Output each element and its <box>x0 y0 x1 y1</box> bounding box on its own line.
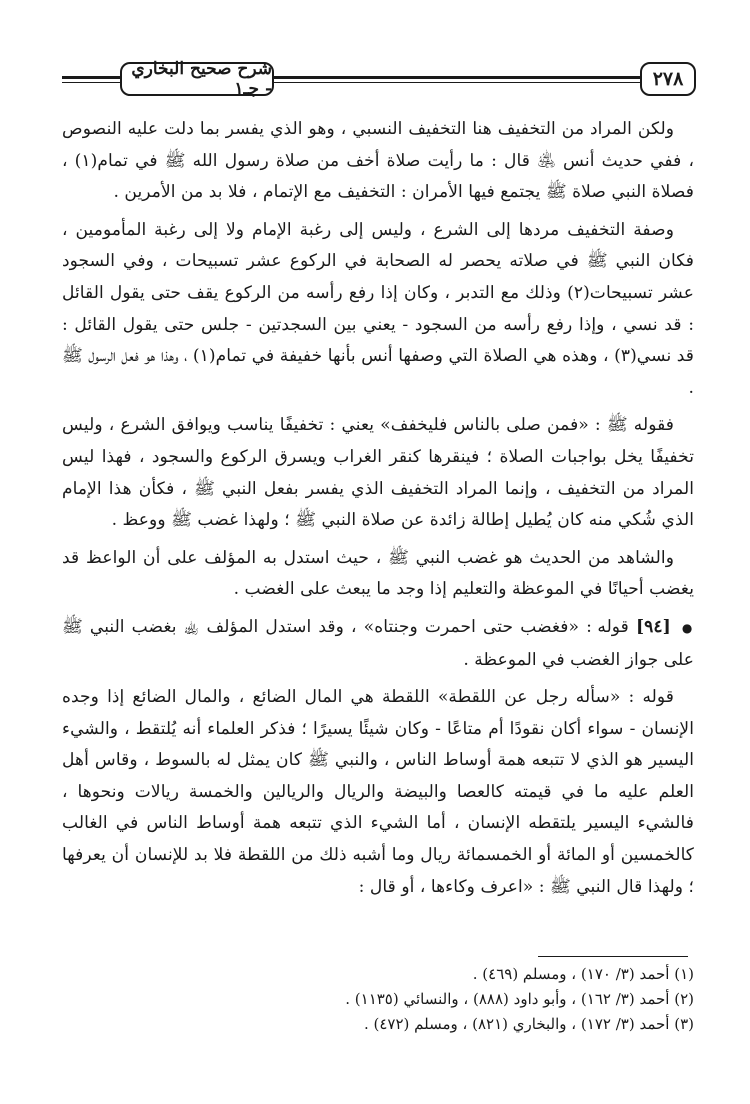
paragraph: قوله : «سأله رجل عن اللقطة» اللقطة هي المال الضائع ، والمال الضائع إذا وجده الإنسان - سواء أكان نقودًا أم متاعًا - وكان شيئًا يسيرًا ؛ فذكر العلماء أنه يُلتقط ، والشيء اليسير هو الذي لا تتبعه همة أوساط الناس ، والنبي ﷺ كان يمثل له بالسوط ، وقاس أهل العلم عليه ما في قيمته كالعصا والبيضة والريال والريالين والخمسة ريالات ونحوها ، فالشيء اليسير يلتقطه الإنسان ، أما الشيء الذي تتبعه همة أوساط الناس في الغالب كالخمسين أو المائة أو الخمسمائة ريال وما أشبه ذلك من اللقطة فلا بد للإنسان أن يعرفها ؛ ولهذا قال النبي ﷺ : «اعرف وكاءها ، أو قال : <box>62 687 694 897</box>
footnote: (١) أحمد (٣/ ١٧٠) ، ومسلم (٤٦٩) . <box>472 965 694 983</box>
running-title: شرح صحيح البخاري - جـ١ <box>120 62 274 96</box>
paragraph-text: قوله : «فغضب حتى احمرت وجنتاه» ، وقد استدل المؤلف ﵀ بغضب النبي ﷺ على جواز الغضب في الموعظة . <box>62 616 694 670</box>
hadith-number: [٩٤] <box>636 616 671 637</box>
header-rule-middle <box>272 76 642 79</box>
page-number: ٢٧٨ <box>640 62 696 96</box>
bullet-icon: ● <box>681 620 694 635</box>
paragraph: ولكن المراد من التخفيف هنا التخفيف النسبي ، وهو الذي يفسر بما دلت عليه النصوص ، ففي حديث أنس ﵁ قال : ما رأيت صلاة أخف من صلاة رسول الله ﷺ في تمام(١) ، فصلاة النبي صلاة ﷺ يجتمع فيها الأمران : التخفيف مع الإتمام ، فلا بد من الأمرين . <box>62 119 694 203</box>
header-rule-middle-thin <box>272 82 642 83</box>
page-header <box>62 58 694 98</box>
paragraph: والشاهد من الحديث هو غضب النبي ﷺ ، حيث استدل به المؤلف على أن الواعظ قد يغضب أحيانًا في الموعظة والتعليم إذا وجد ما يبعث على الغضب . <box>62 547 694 600</box>
header-rule-left <box>62 76 122 79</box>
footnote: (٣) أحمد (٣/ ١٧٢) ، والبخاري (٨٢١) ، ومسلم (٤٧٢) . <box>363 1015 694 1033</box>
header-rule-left-thin <box>62 82 122 83</box>
paragraph: وصفة التخفيف مردها إلى الشرع ، وليس إلى رغبة الإمام ولا إلى رغبة المأمومين ، فكان النبي ﷺ في صلاته يحصر له الصحابة في الركوع عشر تسبيحات ، وفي السجود عشر تسبيحات(٢) وذلك مع التدبر ، وكان إذا رفع رأسه من الركوع يقف حتى يقول القائل : قد نسي ، وإذا رفع رأسه من السجود - يعني بين السجدتين - جلس حتى يقول القائل : قد نسي(٣) ، وهذه هي الصلاة التي وصفها أنس بأنها خفيفة في تمام(١) ، وهذا هو فعل الرسول ﷺ . <box>62 219 694 398</box>
hadith-section-paragraph <box>62 612 694 676</box>
paragraph: فقوله ﷺ : «فمن صلى بالناس فليخفف» يعني : تخفيفًا يناسب ويوافق الشرع ، وليس تخفيفًا يخل بواجبات الصلاة ؛ فينقرها كنقر الغراب ويسرق الركوع والسجود ، فهذا ليس المراد من التخفيف ، وإنما المراد التخفيف الذي يفسر بفعل النبي ﷺ ، فكأن هذا الإمام الذي شُكي منه كان يُطيل إطالة زائدة عن صلاة النبي ﷺ ؛ ولهذا غضب ﷺ ووعظ . <box>62 415 694 531</box>
body-text <box>62 114 694 903</box>
footnote: (٢) أحمد (٣/ ١٦٢) ، وأبو داود (٨٨٨) ، والنسائي (١١٣٥) . <box>345 990 694 1008</box>
footnotes <box>62 962 694 1037</box>
footnote-separator <box>538 956 688 957</box>
